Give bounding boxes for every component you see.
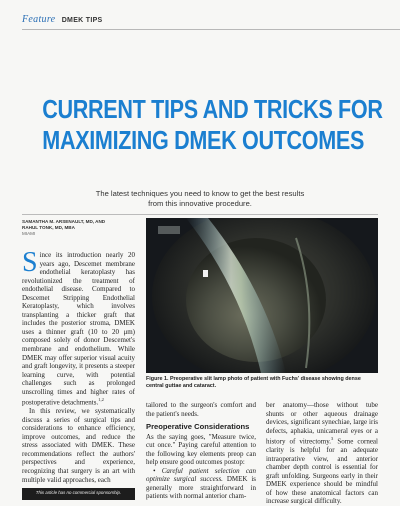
reference-superscript: 1,2 [98, 397, 104, 403]
drop-cap: S [22, 247, 38, 278]
body-column-3 [266, 401, 378, 506]
col3-paragraph-1 [266, 401, 378, 506]
author-city: MIAMI [22, 231, 36, 237]
slit-lamp-photo [146, 218, 378, 373]
col3-paragraph-1-text: ber anatomy—those without tube shunts or other aqueous drainage devices, significant synechiae, large iris defects, aphakia, unicameral eyes or a history of vitrectomy. [266, 401, 378, 446]
body-column-1 [22, 247, 135, 484]
title-line-2: MAXIMIZING DMEK OUTCOMES [42, 125, 365, 155]
col2-paragraph-3-text: DMEK is generally more straightforward in patients with normal anterior cham- [146, 475, 256, 501]
paragraph-1-text: ince its introduction nearly 20 years ago, Descemet membrane endothelial keratoplasty has revolutionized the treatment of endothelial disease. Compared to Descemet Stripping Endothelial Keratoplasty, which involves transplanting a thicker graft that includes the posterior stroma, DMEK uses a thinner graft (10 to 20 μm) composed solely of donor Descemet's membrane and endothelium. While DMEK may offer superior visual acuity and graft longevity, it presents a steeper learning curve, with potential challenges such as prolonged unscrolling times and higher rates of postoperative detachments. [22, 251, 135, 407]
bullet-lead: • Careful patient selection can optimize surgical success. [146, 466, 256, 484]
col3-paragraph-1b-text: Some corneal clarity is helpful for an adequate intraoperative view, and anterior chamber depth control is essential for graft unfolding. Surgeons early in their DMEK experience should be mindful of how these anatomical factors can increase surgical difficulty. [266, 437, 378, 506]
col2-paragraph-3 [146, 467, 256, 501]
article-title [42, 94, 383, 156]
paragraph-1 [22, 247, 135, 407]
sponsorship-notice: This article has no commercial sponsorship. [22, 488, 135, 500]
byline [22, 219, 105, 238]
title-line-1: CURRENT TIPS AND TRICKS FOR [42, 94, 383, 124]
subtitle-rule [22, 214, 378, 215]
col3-reference-superscript: 3 [331, 436, 334, 442]
section-label: DMEK TIPS [61, 17, 103, 24]
figure-caption: Figure 1. Preoperative slit lamp photo of patient with Fuchs' disease showing dense central guttae and cataract. [146, 376, 361, 389]
feature-label: Feature [22, 14, 56, 25]
subtitle-line-1: The latest techniques you need to know to get the best results [95, 189, 305, 198]
subtitle-line-2: from this innovative procedure. [148, 199, 252, 208]
author-1: SAMANTHA M. ARSENAULT, MD, AND [22, 219, 106, 224]
body-column-2 [146, 401, 256, 501]
col2-paragraph-1: tailored to the surgeon's comfort and the patient's needs. [146, 401, 256, 418]
header-rule [22, 29, 400, 30]
paragraph-2: In this review, we systematically discuss a series of surgical tips and considerations to enhance efficiency, improve outcomes, and reduce the stress associated with DMEK. These recommendations reflect the authors' perspectives and experience, recognizing that surgery is an art with multiple valid approaches, each [22, 407, 135, 484]
eye-image [146, 218, 378, 373]
article-subtitle [30, 189, 370, 209]
author-2: RAHUL TONK, MD, MBA [22, 225, 75, 231]
subheading-preoperative: Preoperative Considerations [146, 422, 250, 432]
col2-paragraph-2: As the saying goes, "Measure twice, cut once." Paying careful attention to the following key elements preop can help ensure good outcomes postop: [146, 432, 256, 467]
page-header [22, 14, 103, 25]
